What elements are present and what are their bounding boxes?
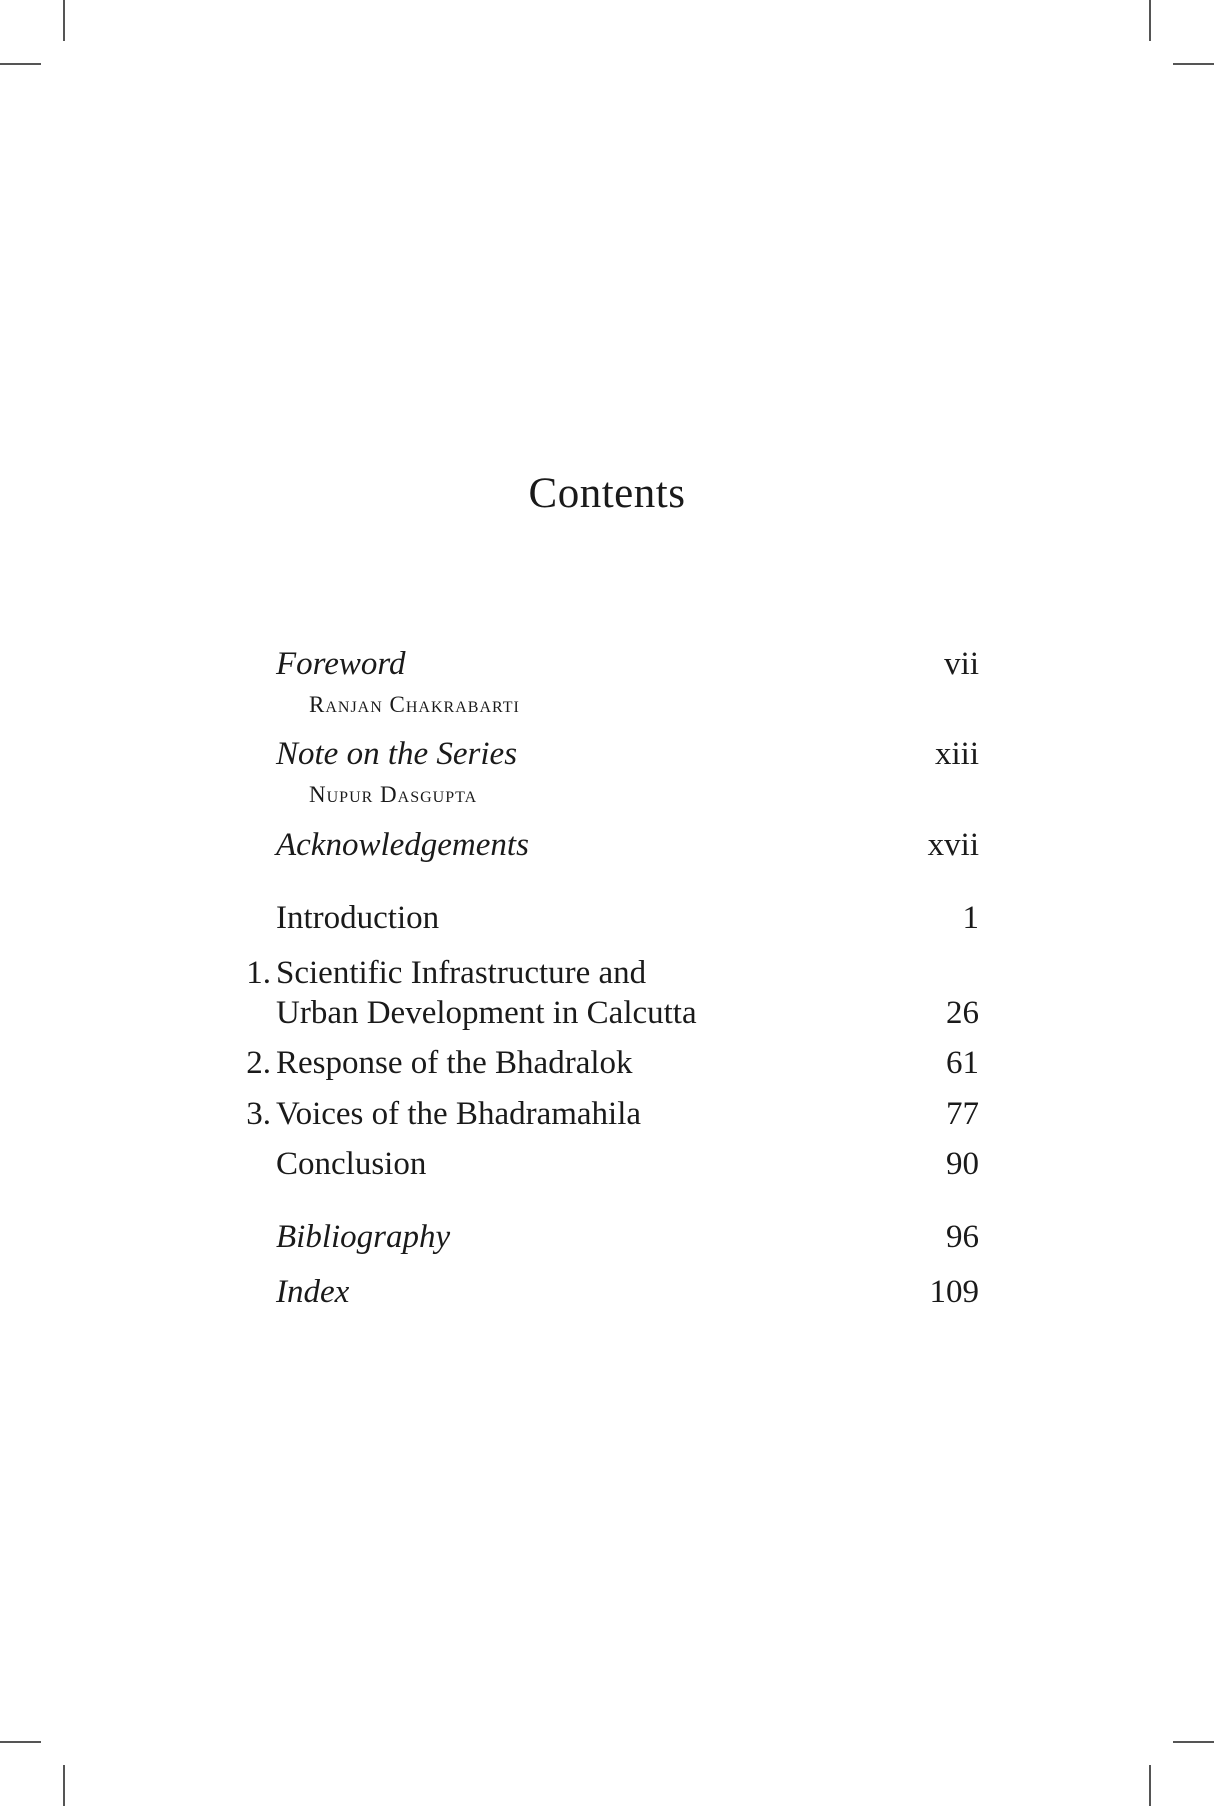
toc-entry-label-continued: Urban Development in Calcutta bbox=[276, 995, 697, 1031]
toc-entry-page: 1 bbox=[962, 900, 979, 936]
crop-mark-bottom-left-horizontal bbox=[0, 1741, 41, 1743]
toc-entry-label: Bibliography bbox=[276, 1219, 451, 1255]
toc-entry-label: Acknowledgements bbox=[276, 827, 529, 863]
toc-entry-label: Foreword bbox=[276, 646, 406, 682]
toc-entry-label: Conclusion bbox=[276, 1146, 427, 1182]
toc-entry-page: 61 bbox=[946, 1045, 979, 1081]
toc-entry-label: Introduction bbox=[276, 900, 440, 936]
toc-entry-page: 96 bbox=[946, 1219, 979, 1255]
toc-entry-label: Scientific Infrastructure and bbox=[276, 955, 647, 991]
toc-entry-page: 90 bbox=[946, 1146, 979, 1182]
toc-entry-author: Ranjan Chakrabarti bbox=[309, 692, 520, 717]
toc-entry-page: 26 bbox=[946, 995, 979, 1031]
toc-entry-number: 1. bbox=[246, 955, 271, 991]
toc-entry-label: Voices of the Bhadramahila bbox=[276, 1096, 642, 1132]
crop-mark-bottom-right-vertical bbox=[1149, 1765, 1151, 1806]
toc-entry-number: 3. bbox=[246, 1096, 271, 1132]
crop-mark-bottom-left-vertical bbox=[63, 1765, 65, 1806]
toc-entry-page: xiii bbox=[934, 736, 979, 772]
crop-mark-bottom-right-horizontal bbox=[1173, 1741, 1214, 1743]
toc-entry-page: 109 bbox=[929, 1274, 979, 1310]
toc-entry-label: Response of the Bhadralok bbox=[276, 1045, 633, 1081]
toc-entry-number: 2. bbox=[246, 1045, 271, 1081]
toc-entry-label: Note on the Series bbox=[276, 736, 518, 772]
crop-mark-top-right-vertical bbox=[1149, 0, 1151, 41]
page-title: Contents bbox=[528, 469, 686, 517]
toc-entry-page: vii bbox=[944, 646, 979, 682]
toc-entry-label: Index bbox=[276, 1274, 350, 1310]
crop-mark-top-right-horizontal bbox=[1173, 63, 1214, 65]
toc-entry-author: Nupur Dasgupta bbox=[309, 782, 478, 807]
toc-entry-page: 77 bbox=[946, 1096, 979, 1132]
crop-mark-top-left-vertical bbox=[63, 0, 65, 41]
toc-entry-page: xvii bbox=[927, 827, 979, 863]
crop-mark-top-left-horizontal bbox=[0, 63, 41, 65]
